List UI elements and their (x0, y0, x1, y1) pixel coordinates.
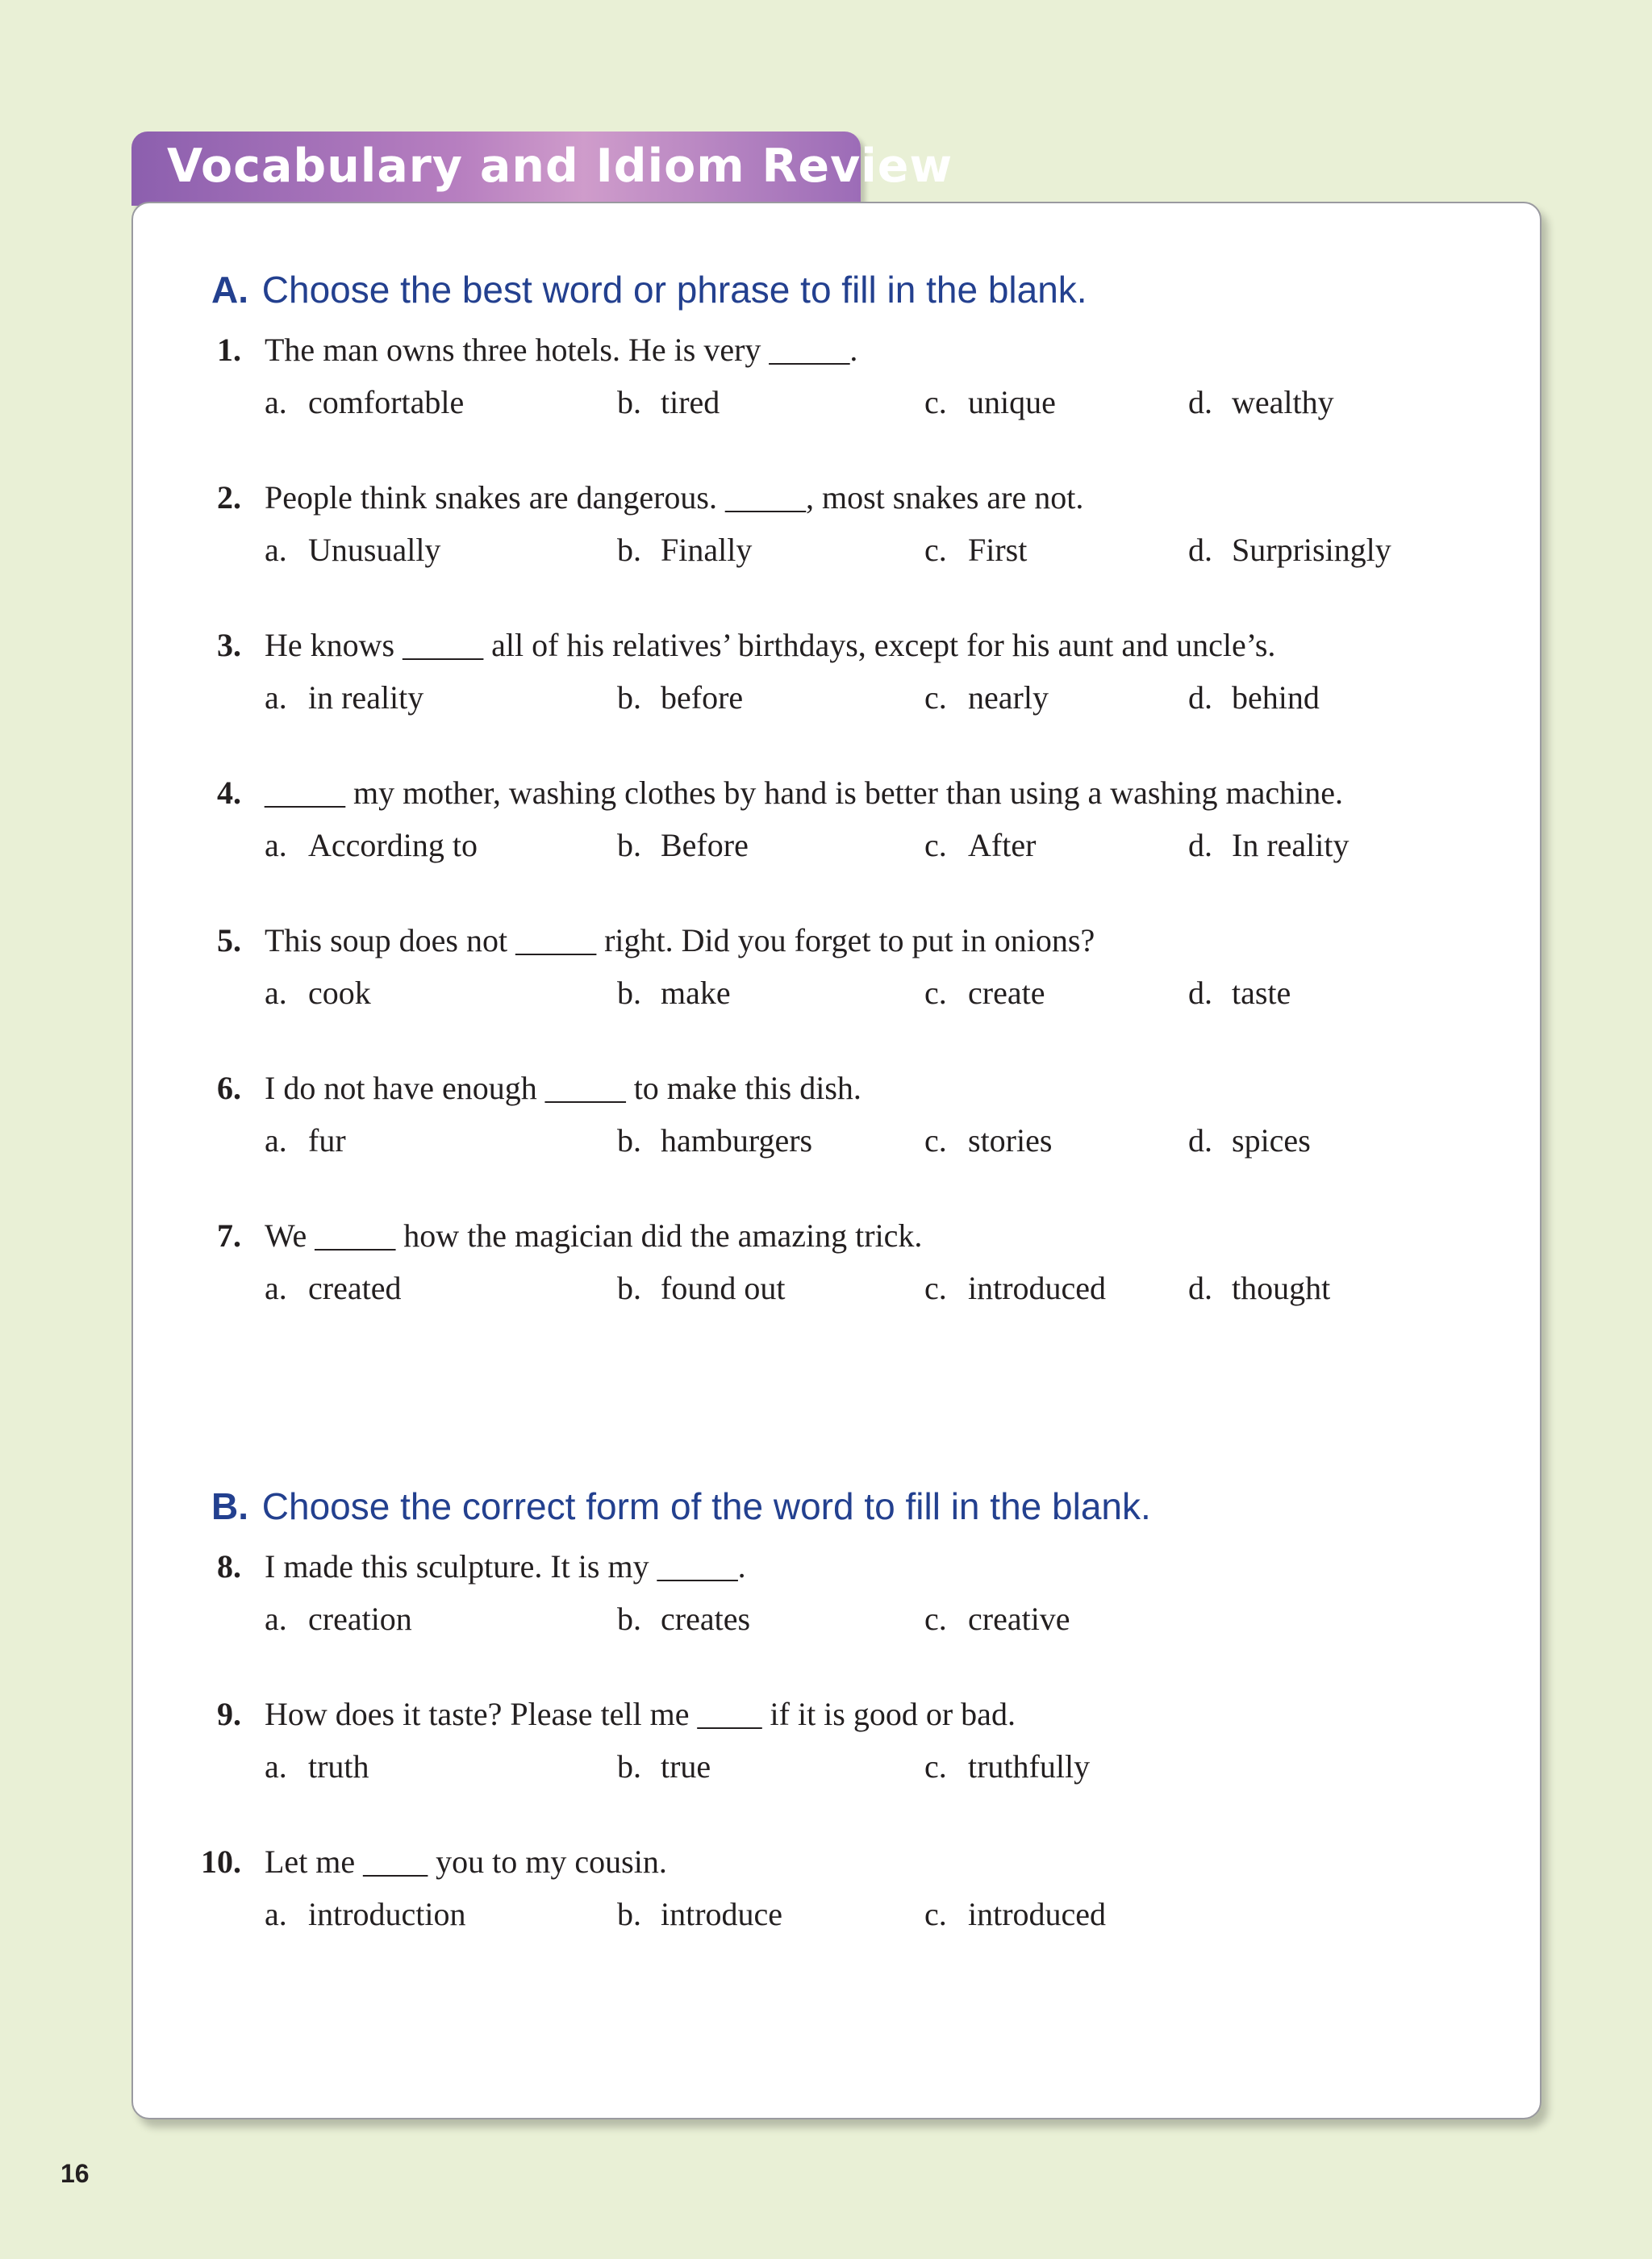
section-b-heading (211, 1484, 1151, 1528)
question-10 (133, 1843, 1540, 1964)
option-b[interactable] (617, 1747, 711, 1785)
page-number: 16 (60, 2159, 90, 2188)
option-a[interactable] (265, 679, 423, 716)
option-text: taste (1232, 975, 1291, 1011)
option-letter: c. (924, 1122, 947, 1159)
section-b-instruction: Choose the correct form of the word to fill in the blank. (261, 1485, 1151, 1527)
question-number: 5. (217, 922, 241, 958)
option-letter: a. (265, 1748, 287, 1785)
option-text: true (661, 1748, 711, 1785)
question-text: Let me ____ you to my cousin. (265, 1844, 667, 1880)
option-text: truth (308, 1748, 369, 1785)
option-c[interactable] (924, 679, 1049, 716)
option-letter: a. (265, 1122, 287, 1159)
option-a[interactable] (265, 383, 464, 421)
question-number: 8. (217, 1548, 241, 1585)
option-c[interactable] (924, 1121, 1052, 1159)
question-number: 4. (217, 775, 241, 811)
option-letter: c. (924, 1748, 947, 1785)
option-letter: a. (265, 532, 287, 568)
question-number: 10. (201, 1844, 241, 1880)
option-letter: d. (1188, 1122, 1212, 1159)
section-a-instruction: Choose the best word or phrase to fill in the blank. (261, 269, 1087, 311)
question-text: We _____ how the magician did the amazing trick. (265, 1217, 923, 1254)
option-text: tired (661, 384, 720, 420)
option-letter: c. (924, 1270, 947, 1306)
option-letter: b. (617, 532, 641, 568)
option-text: truthfully (968, 1748, 1091, 1785)
question-6 (133, 1069, 1540, 1190)
option-text: Before (661, 827, 749, 863)
option-letter: b. (617, 1122, 641, 1159)
option-letter: b. (617, 975, 641, 1011)
option-a[interactable] (265, 974, 371, 1012)
option-text: hamburgers (661, 1122, 813, 1159)
option-d[interactable] (1188, 531, 1391, 569)
option-letter: b. (617, 1748, 641, 1785)
question-text: He knows _____ all of his relatives’ birthdays, except for his aunt and uncle’s. (265, 627, 1276, 663)
question-text: _____ my mother, washing clothes by hand is better than using a washing machine. (265, 775, 1344, 811)
option-letter: c. (924, 679, 947, 716)
option-letter: c. (924, 1601, 947, 1637)
option-letter: d. (1188, 532, 1212, 568)
option-text: wealthy (1232, 384, 1334, 420)
option-c[interactable] (924, 1895, 1106, 1933)
option-a[interactable] (265, 1895, 466, 1933)
option-d[interactable] (1188, 826, 1350, 864)
option-letter: b. (617, 827, 641, 863)
option-c[interactable] (924, 1269, 1106, 1307)
option-c[interactable] (924, 1600, 1070, 1638)
question-1 (133, 331, 1540, 452)
page-title: Vocabulary and Idiom Review (167, 140, 953, 193)
option-letter: b. (617, 384, 641, 420)
option-text: cook (308, 975, 371, 1011)
exercise-card (131, 202, 1541, 2119)
option-b[interactable] (617, 1895, 782, 1933)
option-b[interactable] (617, 1600, 750, 1638)
option-text: First (968, 532, 1028, 568)
option-a[interactable] (265, 826, 478, 864)
question-text: I do not have enough _____ to make this dish. (265, 1070, 861, 1106)
option-letter: a. (265, 384, 287, 420)
option-letter: b. (617, 1601, 641, 1637)
option-letter: c. (924, 384, 947, 420)
option-c[interactable] (924, 531, 1027, 569)
option-text: comfortable (308, 384, 465, 420)
option-b[interactable] (617, 1121, 812, 1159)
option-text: spices (1232, 1122, 1311, 1159)
option-a[interactable] (265, 1121, 346, 1159)
option-letter: b. (617, 1270, 641, 1306)
title-tab (131, 132, 953, 206)
option-letter: d. (1188, 827, 1212, 863)
option-text: Unusually (308, 532, 441, 568)
option-text: In reality (1232, 827, 1350, 863)
option-b[interactable] (617, 826, 749, 864)
option-b[interactable] (617, 679, 743, 716)
option-d[interactable] (1188, 974, 1291, 1012)
option-c[interactable] (924, 1747, 1090, 1785)
question-text: I made this sculpture. It is my _____. (265, 1548, 746, 1585)
option-letter: a. (265, 827, 287, 863)
option-text: behind (1232, 679, 1320, 716)
option-letter: a. (265, 975, 287, 1011)
option-text: make (661, 975, 731, 1011)
option-text: creation (308, 1601, 412, 1637)
option-a[interactable] (265, 531, 440, 569)
question-5 (133, 921, 1540, 1042)
question-text: This soup does not _____ right. Did you forget to put in onions? (265, 922, 1095, 958)
option-letter: a. (265, 1896, 287, 1932)
option-letter: a. (265, 1270, 287, 1306)
option-b[interactable] (617, 383, 720, 421)
question-9 (133, 1695, 1540, 1816)
question-2 (133, 478, 1540, 599)
option-text: found out (661, 1270, 786, 1306)
option-text: stories (968, 1122, 1053, 1159)
option-text: nearly (968, 679, 1049, 716)
option-text: After (968, 827, 1037, 863)
question-7 (133, 1217, 1540, 1338)
option-d[interactable] (1188, 1121, 1311, 1159)
section-a-heading (211, 268, 1087, 311)
option-text: According to (308, 827, 478, 863)
question-number: 3. (217, 627, 241, 663)
option-text: unique (968, 384, 1056, 420)
question-number: 9. (217, 1696, 241, 1732)
option-letter: c. (924, 532, 947, 568)
option-letter: d. (1188, 679, 1212, 716)
option-text: introduced (968, 1896, 1107, 1932)
option-a[interactable] (265, 1747, 369, 1785)
option-a[interactable] (265, 1600, 412, 1638)
option-text: introduce (661, 1896, 783, 1932)
option-letter: d. (1188, 1270, 1212, 1306)
question-number: 7. (217, 1217, 241, 1254)
option-text: Finally (661, 532, 753, 568)
option-letter: c. (924, 975, 947, 1011)
question-text: People think snakes are dangerous. _____, most snakes are not. (265, 479, 1084, 516)
option-letter: b. (617, 679, 641, 716)
option-b[interactable] (617, 974, 731, 1012)
question-number: 2. (217, 479, 241, 516)
question-8 (133, 1547, 1540, 1668)
option-b[interactable] (617, 531, 752, 569)
option-a[interactable] (265, 1269, 401, 1307)
option-text: introduced (968, 1270, 1107, 1306)
option-letter: d. (1188, 975, 1212, 1011)
option-letter: c. (924, 827, 947, 863)
option-b[interactable] (617, 1269, 785, 1307)
section-b-letter: B. (211, 1485, 248, 1527)
question-3 (133, 626, 1540, 747)
option-letter: d. (1188, 384, 1212, 420)
option-text: Surprisingly (1232, 532, 1391, 568)
option-c[interactable] (924, 383, 1056, 421)
option-text: creative (968, 1601, 1070, 1637)
option-text: created (308, 1270, 402, 1306)
option-c[interactable] (924, 826, 1036, 864)
question-number: 6. (217, 1070, 241, 1106)
question-text: The man owns three hotels. He is very _____. (265, 332, 858, 368)
option-text: creates (661, 1601, 751, 1637)
question-text: How does it taste? Please tell me ____ if it is good or bad. (265, 1696, 1016, 1732)
option-d[interactable] (1188, 383, 1334, 421)
section-a-letter: A. (211, 269, 248, 311)
option-letter: a. (265, 1601, 287, 1637)
option-d[interactable] (1188, 679, 1320, 716)
option-text: before (661, 679, 744, 716)
option-text: create (968, 975, 1045, 1011)
option-letter: b. (617, 1896, 641, 1932)
option-letter: a. (265, 679, 287, 716)
option-letter: c. (924, 1896, 947, 1932)
option-d[interactable] (1188, 1269, 1330, 1307)
option-text: introduction (308, 1896, 466, 1932)
question-4 (133, 774, 1540, 895)
option-text: in reality (308, 679, 424, 716)
question-number: 1. (217, 332, 241, 368)
option-text: fur (308, 1122, 346, 1159)
option-text: thought (1232, 1270, 1331, 1306)
option-c[interactable] (924, 974, 1045, 1012)
